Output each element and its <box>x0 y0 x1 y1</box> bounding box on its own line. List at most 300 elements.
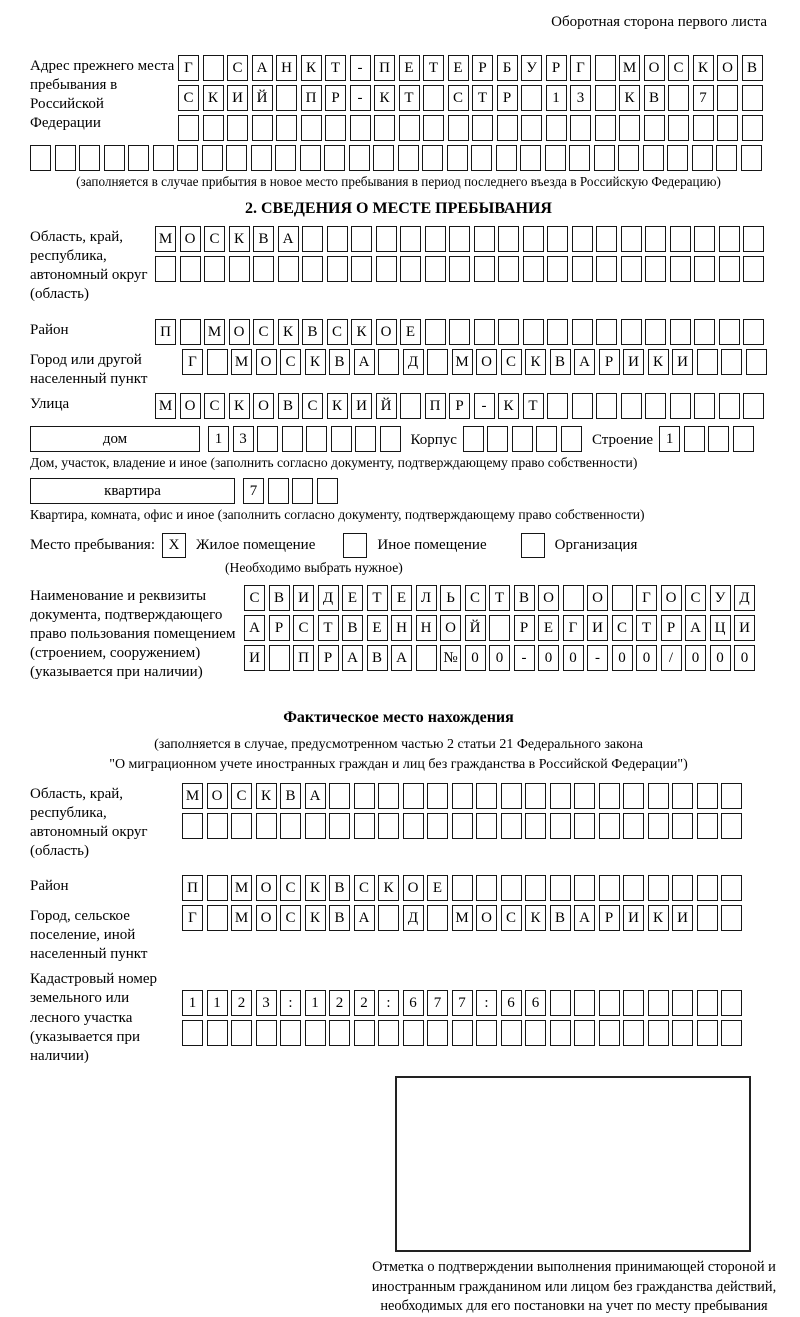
char-cell[interactable] <box>621 393 642 419</box>
char-cell[interactable] <box>416 645 437 671</box>
char-cell[interactable] <box>596 256 617 282</box>
char-cell[interactable]: Й <box>376 393 397 419</box>
char-cell[interactable]: В <box>742 55 763 81</box>
char-cell[interactable]: С <box>501 349 522 375</box>
char-cell[interactable] <box>354 813 375 839</box>
char-cell[interactable] <box>668 115 689 141</box>
checkbox-residential[interactable]: X <box>162 533 186 558</box>
char-cell[interactable]: 2 <box>231 990 252 1016</box>
char-cell[interactable] <box>231 813 252 839</box>
char-cell[interactable]: Е <box>538 615 559 641</box>
char-cell[interactable] <box>471 145 492 171</box>
char-cell[interactable] <box>521 115 542 141</box>
char-cell[interactable]: С <box>685 585 706 611</box>
char-cell[interactable] <box>697 349 718 375</box>
char-cell[interactable] <box>742 115 763 141</box>
char-cell[interactable] <box>476 1020 497 1046</box>
char-cell[interactable] <box>618 145 639 171</box>
char-cell[interactable]: В <box>280 783 301 809</box>
char-cell[interactable] <box>452 813 473 839</box>
char-cell[interactable]: И <box>244 645 265 671</box>
char-cell[interactable]: - <box>514 645 535 671</box>
char-cell[interactable] <box>672 1020 693 1046</box>
char-cell[interactable]: С <box>178 85 199 111</box>
char-cell[interactable]: В <box>367 645 388 671</box>
char-cell[interactable]: П <box>182 875 203 901</box>
char-cell[interactable] <box>717 85 738 111</box>
char-cell[interactable]: Й <box>465 615 486 641</box>
char-cell[interactable]: Г <box>182 349 203 375</box>
char-cell[interactable]: 6 <box>501 990 522 1016</box>
char-cell[interactable] <box>741 145 762 171</box>
char-cell[interactable] <box>398 145 419 171</box>
char-cell[interactable] <box>547 393 568 419</box>
char-cell[interactable] <box>645 256 666 282</box>
char-cell[interactable]: О <box>476 349 497 375</box>
char-cell[interactable] <box>574 875 595 901</box>
char-cell[interactable]: А <box>354 349 375 375</box>
char-cell[interactable]: Г <box>570 55 591 81</box>
char-cell[interactable]: О <box>476 905 497 931</box>
char-cell[interactable]: Г <box>563 615 584 641</box>
char-cell[interactable]: С <box>501 905 522 931</box>
char-cell[interactable] <box>329 783 350 809</box>
char-cell[interactable]: Б <box>497 55 518 81</box>
char-cell[interactable]: В <box>550 349 571 375</box>
char-cell[interactable] <box>596 226 617 252</box>
char-cell[interactable]: К <box>305 905 326 931</box>
char-cell[interactable] <box>275 145 296 171</box>
char-cell[interactable] <box>670 319 691 345</box>
char-cell[interactable] <box>572 256 593 282</box>
char-cell[interactable]: С <box>280 875 301 901</box>
char-cell[interactable] <box>403 783 424 809</box>
char-cell[interactable] <box>423 115 444 141</box>
char-cell[interactable]: - <box>350 55 371 81</box>
char-cell[interactable]: Е <box>391 585 412 611</box>
char-cell[interactable]: А <box>685 615 706 641</box>
char-cell[interactable]: Ь <box>440 585 461 611</box>
char-cell[interactable]: Г <box>182 905 203 931</box>
char-cell[interactable] <box>380 426 401 452</box>
char-cell[interactable]: П <box>155 319 176 345</box>
char-cell[interactable] <box>349 145 370 171</box>
char-cell[interactable]: О <box>207 783 228 809</box>
char-cell[interactable] <box>742 85 763 111</box>
char-cell[interactable] <box>329 813 350 839</box>
char-cell[interactable] <box>350 115 371 141</box>
char-cell[interactable] <box>694 226 715 252</box>
char-cell[interactable]: И <box>734 615 755 641</box>
char-cell[interactable]: М <box>231 875 252 901</box>
char-cell[interactable]: 0 <box>563 645 584 671</box>
char-cell[interactable] <box>128 145 149 171</box>
char-cell[interactable] <box>302 226 323 252</box>
char-cell[interactable]: Н <box>391 615 412 641</box>
char-cell[interactable] <box>498 226 519 252</box>
char-cell[interactable]: Т <box>367 585 388 611</box>
char-cell[interactable]: С <box>465 585 486 611</box>
char-cell[interactable] <box>623 990 644 1016</box>
char-cell[interactable]: К <box>305 875 326 901</box>
char-cell[interactable]: У <box>710 585 731 611</box>
char-cell[interactable]: К <box>374 85 395 111</box>
char-cell[interactable] <box>645 226 666 252</box>
char-cell[interactable] <box>550 813 571 839</box>
char-cell[interactable] <box>644 115 665 141</box>
char-cell[interactable]: Р <box>472 55 493 81</box>
char-cell[interactable]: О <box>180 226 201 252</box>
char-cell[interactable]: Т <box>318 615 339 641</box>
char-cell[interactable] <box>574 783 595 809</box>
char-cell[interactable] <box>721 783 742 809</box>
char-cell[interactable] <box>547 256 568 282</box>
char-cell[interactable]: 0 <box>734 645 755 671</box>
char-cell[interactable] <box>684 426 705 452</box>
char-cell[interactable] <box>743 319 764 345</box>
char-cell[interactable] <box>327 256 348 282</box>
char-cell[interactable] <box>331 426 352 452</box>
char-cell[interactable] <box>547 226 568 252</box>
char-cell[interactable]: О <box>180 393 201 419</box>
char-cell[interactable] <box>523 256 544 282</box>
char-cell[interactable]: 7 <box>693 85 714 111</box>
char-cell[interactable] <box>595 55 616 81</box>
char-cell[interactable]: 1 <box>305 990 326 1016</box>
char-cell[interactable]: В <box>342 615 363 641</box>
char-cell[interactable]: 7 <box>243 478 264 504</box>
char-cell[interactable] <box>525 783 546 809</box>
char-cell[interactable] <box>79 145 100 171</box>
char-cell[interactable] <box>694 319 715 345</box>
char-cell[interactable]: И <box>587 615 608 641</box>
char-cell[interactable]: В <box>278 393 299 419</box>
char-cell[interactable]: Т <box>472 85 493 111</box>
char-cell[interactable] <box>697 1020 718 1046</box>
char-cell[interactable]: С <box>612 615 633 641</box>
char-cell[interactable] <box>153 145 174 171</box>
char-cell[interactable]: С <box>244 585 265 611</box>
char-cell[interactable] <box>721 875 742 901</box>
char-cell[interactable] <box>425 256 446 282</box>
checkbox-organization[interactable] <box>521 533 545 558</box>
char-cell[interactable] <box>719 256 740 282</box>
char-cell[interactable]: К <box>203 85 224 111</box>
char-cell[interactable] <box>572 319 593 345</box>
char-cell[interactable] <box>278 256 299 282</box>
char-cell[interactable] <box>269 645 290 671</box>
char-cell[interactable]: № <box>440 645 461 671</box>
char-cell[interactable] <box>623 813 644 839</box>
char-cell[interactable] <box>623 1020 644 1046</box>
char-cell[interactable]: А <box>574 905 595 931</box>
char-cell[interactable] <box>474 226 495 252</box>
char-cell[interactable] <box>257 426 278 452</box>
char-cell[interactable] <box>574 1020 595 1046</box>
char-cell[interactable] <box>697 905 718 931</box>
char-cell[interactable] <box>694 393 715 419</box>
char-cell[interactable] <box>374 115 395 141</box>
char-cell[interactable] <box>452 1020 473 1046</box>
char-cell[interactable]: П <box>301 85 322 111</box>
char-cell[interactable] <box>733 426 754 452</box>
char-cell[interactable] <box>207 349 228 375</box>
char-cell[interactable]: 3 <box>233 426 254 452</box>
char-cell[interactable]: 0 <box>685 645 706 671</box>
char-cell[interactable]: П <box>293 645 314 671</box>
char-cell[interactable] <box>427 783 448 809</box>
char-cell[interactable]: 0 <box>489 645 510 671</box>
char-cell[interactable]: Е <box>448 55 469 81</box>
char-cell[interactable] <box>300 145 321 171</box>
char-cell[interactable]: Р <box>661 615 682 641</box>
char-cell[interactable] <box>226 145 247 171</box>
char-cell[interactable] <box>621 256 642 282</box>
char-cell[interactable]: М <box>231 905 252 931</box>
char-cell[interactable]: О <box>229 319 250 345</box>
char-cell[interactable] <box>692 145 713 171</box>
char-cell[interactable] <box>180 256 201 282</box>
char-cell[interactable]: М <box>452 349 473 375</box>
char-cell[interactable] <box>207 875 228 901</box>
char-cell[interactable]: М <box>182 783 203 809</box>
char-cell[interactable] <box>743 256 764 282</box>
char-cell[interactable]: Г <box>178 55 199 81</box>
char-cell[interactable]: О <box>587 585 608 611</box>
char-cell[interactable]: 0 <box>465 645 486 671</box>
char-cell[interactable]: И <box>351 393 372 419</box>
char-cell[interactable] <box>570 115 591 141</box>
char-cell[interactable] <box>305 1020 326 1046</box>
char-cell[interactable] <box>648 783 669 809</box>
char-cell[interactable] <box>672 875 693 901</box>
char-cell[interactable]: М <box>452 905 473 931</box>
char-cell[interactable]: / <box>661 645 682 671</box>
char-cell[interactable]: Т <box>523 393 544 419</box>
char-cell[interactable]: Л <box>416 585 437 611</box>
char-cell[interactable]: Г <box>636 585 657 611</box>
char-cell[interactable]: М <box>204 319 225 345</box>
char-cell[interactable]: И <box>293 585 314 611</box>
char-cell[interactable]: И <box>623 349 644 375</box>
char-cell[interactable]: К <box>378 875 399 901</box>
char-cell[interactable]: Д <box>318 585 339 611</box>
char-cell[interactable]: 0 <box>710 645 731 671</box>
char-cell[interactable]: О <box>538 585 559 611</box>
char-cell[interactable] <box>721 1020 742 1046</box>
char-cell[interactable] <box>376 256 397 282</box>
char-cell[interactable]: И <box>227 85 248 111</box>
char-cell[interactable]: А <box>305 783 326 809</box>
char-cell[interactable] <box>501 813 522 839</box>
char-cell[interactable] <box>648 990 669 1016</box>
char-cell[interactable]: К <box>525 349 546 375</box>
char-cell[interactable]: С <box>231 783 252 809</box>
char-cell[interactable]: В <box>514 585 535 611</box>
char-cell[interactable] <box>476 875 497 901</box>
char-cell[interactable] <box>207 1020 228 1046</box>
char-cell[interactable] <box>207 813 228 839</box>
char-cell[interactable] <box>569 145 590 171</box>
char-cell[interactable]: - <box>350 85 371 111</box>
char-cell[interactable] <box>251 145 272 171</box>
char-cell[interactable] <box>672 813 693 839</box>
char-cell[interactable] <box>501 875 522 901</box>
char-cell[interactable]: Д <box>403 349 424 375</box>
char-cell[interactable] <box>487 426 508 452</box>
char-cell[interactable]: И <box>672 905 693 931</box>
char-cell[interactable] <box>574 813 595 839</box>
char-cell[interactable] <box>207 905 228 931</box>
char-cell[interactable] <box>523 226 544 252</box>
char-cell[interactable]: С <box>448 85 469 111</box>
char-cell[interactable]: К <box>525 905 546 931</box>
char-cell[interactable]: С <box>204 393 225 419</box>
char-cell[interactable] <box>55 145 76 171</box>
char-cell[interactable] <box>596 393 617 419</box>
char-cell[interactable] <box>400 256 421 282</box>
char-cell[interactable]: 1 <box>207 990 228 1016</box>
char-cell[interactable] <box>536 426 557 452</box>
char-cell[interactable]: 6 <box>525 990 546 1016</box>
char-cell[interactable] <box>373 145 394 171</box>
char-cell[interactable] <box>427 349 448 375</box>
char-cell[interactable] <box>648 813 669 839</box>
char-cell[interactable] <box>202 145 223 171</box>
char-cell[interactable]: С <box>293 615 314 641</box>
char-cell[interactable] <box>104 145 125 171</box>
char-cell[interactable] <box>498 256 519 282</box>
char-cell[interactable]: В <box>550 905 571 931</box>
char-cell[interactable]: Р <box>449 393 470 419</box>
char-cell[interactable] <box>327 226 348 252</box>
char-cell[interactable] <box>550 875 571 901</box>
char-cell[interactable] <box>268 478 289 504</box>
char-cell[interactable] <box>329 1020 350 1046</box>
char-cell[interactable] <box>378 1020 399 1046</box>
char-cell[interactable] <box>497 115 518 141</box>
char-cell[interactable] <box>719 226 740 252</box>
char-cell[interactable] <box>501 1020 522 1046</box>
char-cell[interactable] <box>306 426 327 452</box>
char-cell[interactable] <box>721 349 742 375</box>
char-cell[interactable]: О <box>256 875 277 901</box>
char-cell[interactable]: С <box>227 55 248 81</box>
char-cell[interactable] <box>449 256 470 282</box>
char-cell[interactable] <box>561 426 582 452</box>
char-cell[interactable] <box>550 990 571 1016</box>
char-cell[interactable] <box>354 1020 375 1046</box>
char-cell[interactable]: В <box>644 85 665 111</box>
char-cell[interactable]: 7 <box>427 990 448 1016</box>
char-cell[interactable] <box>520 145 541 171</box>
char-cell[interactable] <box>719 319 740 345</box>
char-cell[interactable]: И <box>623 905 644 931</box>
char-cell[interactable]: Ц <box>710 615 731 641</box>
char-cell[interactable] <box>546 115 567 141</box>
char-cell[interactable] <box>550 1020 571 1046</box>
char-cell[interactable]: Р <box>497 85 518 111</box>
char-cell[interactable]: К <box>619 85 640 111</box>
char-cell[interactable] <box>448 115 469 141</box>
char-cell[interactable]: Т <box>325 55 346 81</box>
char-cell[interactable]: 3 <box>256 990 277 1016</box>
char-cell[interactable] <box>30 145 51 171</box>
char-cell[interactable] <box>743 393 764 419</box>
char-cell[interactable] <box>203 55 224 81</box>
char-cell[interactable]: 2 <box>354 990 375 1016</box>
char-cell[interactable] <box>572 393 593 419</box>
char-cell[interactable] <box>645 393 666 419</box>
char-cell[interactable] <box>697 783 718 809</box>
char-cell[interactable] <box>619 115 640 141</box>
char-cell[interactable]: Р <box>599 349 620 375</box>
char-cell[interactable] <box>280 1020 301 1046</box>
char-cell[interactable]: К <box>648 905 669 931</box>
char-cell[interactable]: А <box>278 226 299 252</box>
char-cell[interactable]: Р <box>318 645 339 671</box>
char-cell[interactable] <box>523 319 544 345</box>
char-cell[interactable] <box>252 115 273 141</box>
char-cell[interactable] <box>612 585 633 611</box>
char-cell[interactable]: П <box>425 393 446 419</box>
char-cell[interactable] <box>596 319 617 345</box>
char-cell[interactable]: С <box>280 349 301 375</box>
char-cell[interactable] <box>721 813 742 839</box>
char-cell[interactable] <box>182 1020 203 1046</box>
char-cell[interactable] <box>325 115 346 141</box>
char-cell[interactable] <box>670 256 691 282</box>
char-cell[interactable]: : <box>378 990 399 1016</box>
char-cell[interactable] <box>599 875 620 901</box>
char-cell[interactable] <box>474 319 495 345</box>
char-cell[interactable]: О <box>376 319 397 345</box>
char-cell[interactable] <box>489 615 510 641</box>
char-cell[interactable] <box>670 393 691 419</box>
char-cell[interactable]: Е <box>342 585 363 611</box>
char-cell[interactable] <box>717 115 738 141</box>
char-cell[interactable] <box>721 990 742 1016</box>
char-cell[interactable]: А <box>354 905 375 931</box>
char-cell[interactable] <box>178 115 199 141</box>
char-cell[interactable]: 7 <box>452 990 473 1016</box>
char-cell[interactable]: И <box>672 349 693 375</box>
char-cell[interactable]: М <box>231 349 252 375</box>
char-cell[interactable] <box>721 905 742 931</box>
char-cell[interactable] <box>521 85 542 111</box>
char-cell[interactable] <box>351 256 372 282</box>
char-cell[interactable]: О <box>440 615 461 641</box>
char-cell[interactable]: Н <box>416 615 437 641</box>
char-cell[interactable]: К <box>229 226 250 252</box>
char-cell[interactable] <box>574 990 595 1016</box>
char-cell[interactable] <box>648 1020 669 1046</box>
char-cell[interactable]: 1 <box>546 85 567 111</box>
char-cell[interactable]: О <box>644 55 665 81</box>
char-cell[interactable] <box>229 256 250 282</box>
char-cell[interactable]: Е <box>427 875 448 901</box>
char-cell[interactable] <box>378 813 399 839</box>
char-cell[interactable] <box>643 145 664 171</box>
char-cell[interactable] <box>449 226 470 252</box>
char-cell[interactable] <box>599 813 620 839</box>
char-cell[interactable]: У <box>521 55 542 81</box>
char-cell[interactable] <box>716 145 737 171</box>
char-cell[interactable] <box>351 226 372 252</box>
char-cell[interactable]: Т <box>489 585 510 611</box>
char-cell[interactable]: В <box>329 905 350 931</box>
char-cell[interactable]: А <box>574 349 595 375</box>
